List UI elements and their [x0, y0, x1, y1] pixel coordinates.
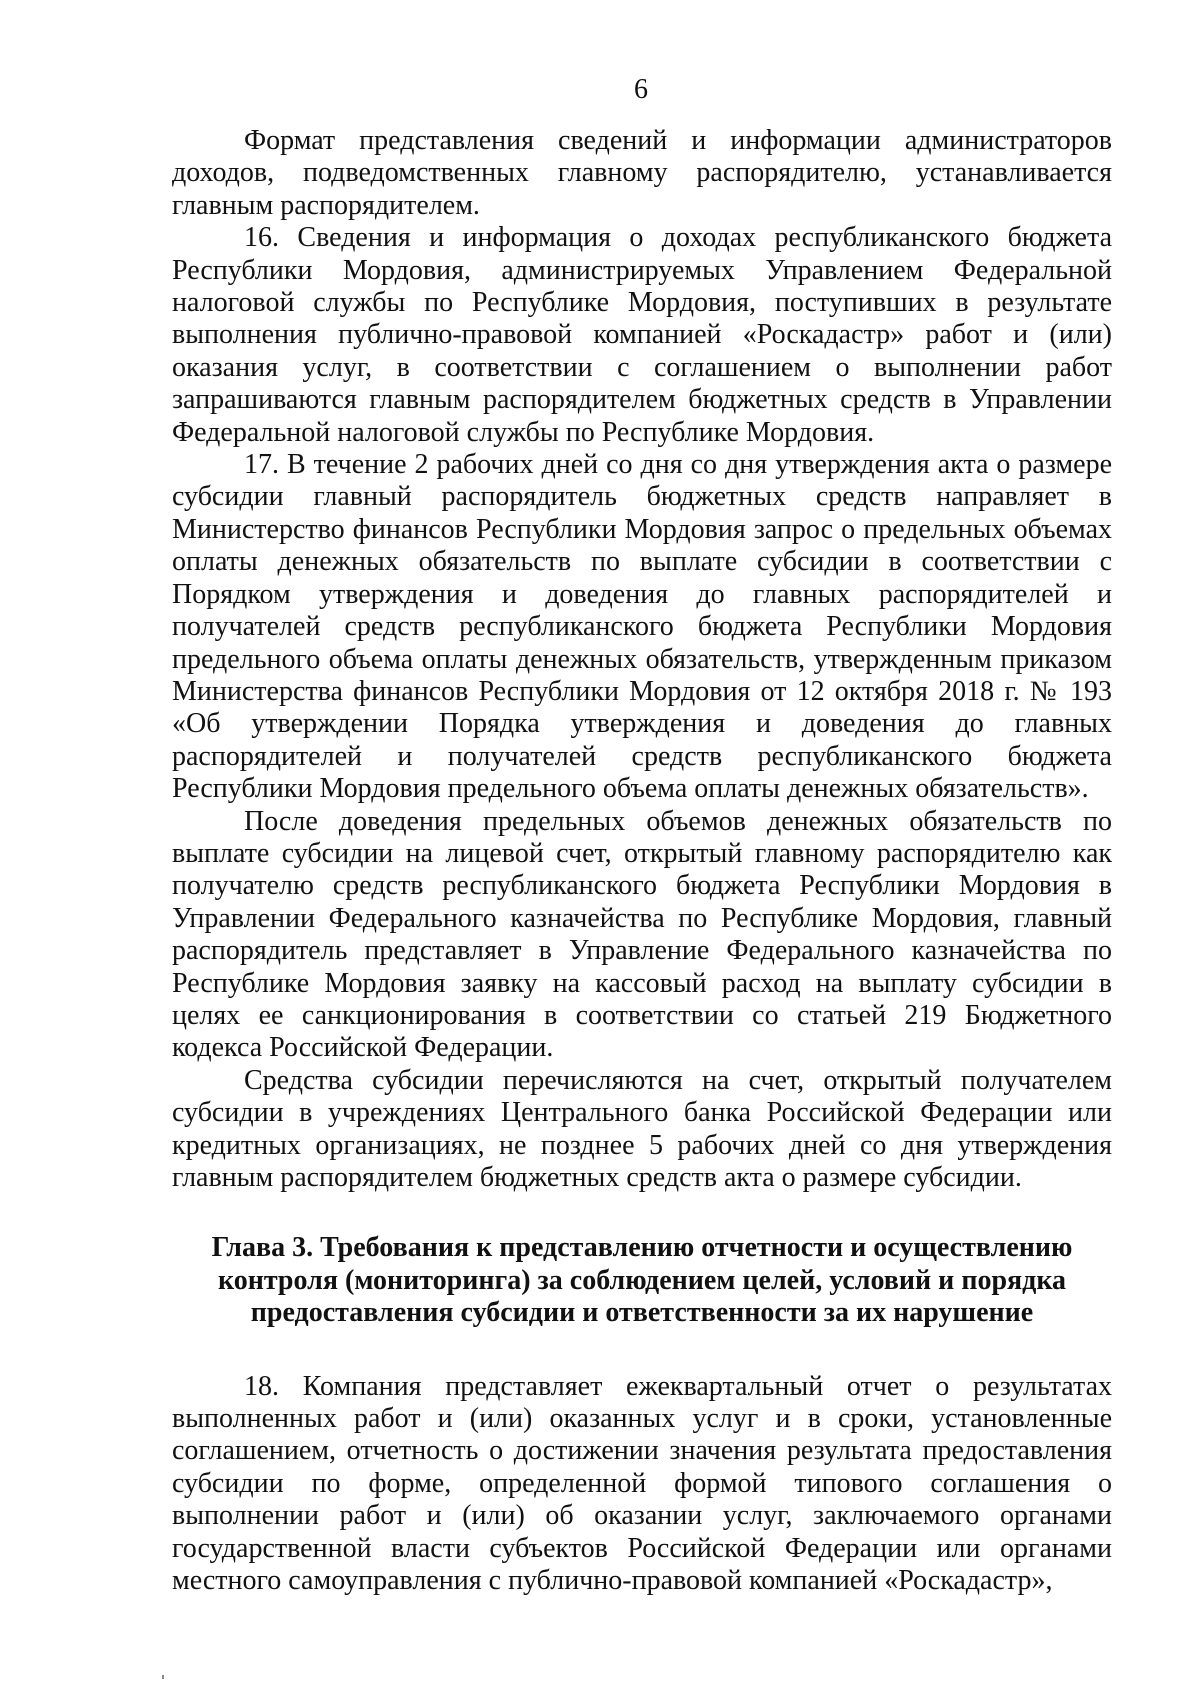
document-body: [172, 125, 1112, 1597]
paragraph-item-17: 17. В течение 2 рабочих дней со дня со дня утверждения акта о размере субсидии главный распорядитель бюджетных средств направляет в Министерство финансов Республики Мордовия запрос о предельных объемах оплаты денежных обязательств по выплате субсидии в соответствии с Порядком утверждения и доведения до главных распорядителей и получателей средств республиканского бюджета Республики Мордовия предельного объема оплаты денежных обязательств, утвержденным приказом Министерства финансов Республики Мордовия от 12 октября 2018 г. № 193 «Об утверждении Порядка утверждения и доведения до главных распорядителей и получателей средств республиканского бюджета Республики Мордовия предельного объема оплаты денежных обязательств».: [172, 449, 1112, 805]
paragraph-format-info: Формат представления сведений и информации администраторов доходов, подведомственных главному распорядителю, устанавливается главным распорядителем.: [172, 125, 1112, 221]
paragraph-item-18: 18. Компания представляет ежеквартальный отчет о результатах выполненных работ и (или) оказанных услуг и в сроки, установленные соглашением, отчетность о достижении значения результата предоставления субсидии по форме, определенной формой типового соглашения о выполнении работ и (или) об оказании услуг, заключаемого органами государственной власти субъектов Российской Федерации или органами местного самоуправления с публично-правовой компанией «Роскадастр»,: [172, 1370, 1112, 1597]
chapter-3-heading: Глава 3. Требования к представлению отчетности и осуществлению контроля (мониторинга) за соблюдением целей, условий и порядка предоставления субсидии и ответственности за их нарушение: [211, 1232, 1073, 1329]
page-number: 6: [634, 74, 648, 105]
paragraph-item-16: 16. Сведения и информация о доходах республиканского бюджета Республики Мордовия, администрируемых Управлением Федеральной налоговой службы по Республике Мордовия, поступивших в результате выполнения публично-правовой компанией «Роскадастр» работ и (или) оказания услуг, в соответствии с соглашением о выполнении работ запрашиваются главным распорядителем бюджетных средств в Управлении Федеральной налоговой службы по Республике Мордовия.: [172, 222, 1112, 448]
scan-artifact: [162, 1675, 164, 1679]
paragraph-subsidy-transfer: Средства субсидии перечисляются на счет, открытый получателем субсидии в учреждениях Центрального банка Российской Федерации или кредитных организациях, не позднее 5 рабочих дней со дня утверждения главным распорядителем бюджетных средств акта о размере субсидии.: [172, 1064, 1112, 1193]
paragraph-after-limits: После доведения предельных объемов денежных обязательств по выплате субсидии на лицевой счет, открытый главному распорядителю как получателю средств республиканского бюджета Республики Мордовия в Управлении Федерального казначейства по Республике Мордовия, главный распорядитель представляет в Управление Федерального казначейства по Республике Мордовия заявку на кассовый расход на выплату субсидии в целях ее санкционирования в соответствии со статьей 219 Бюджетного кодекса Российской Федерации.: [172, 805, 1112, 1064]
